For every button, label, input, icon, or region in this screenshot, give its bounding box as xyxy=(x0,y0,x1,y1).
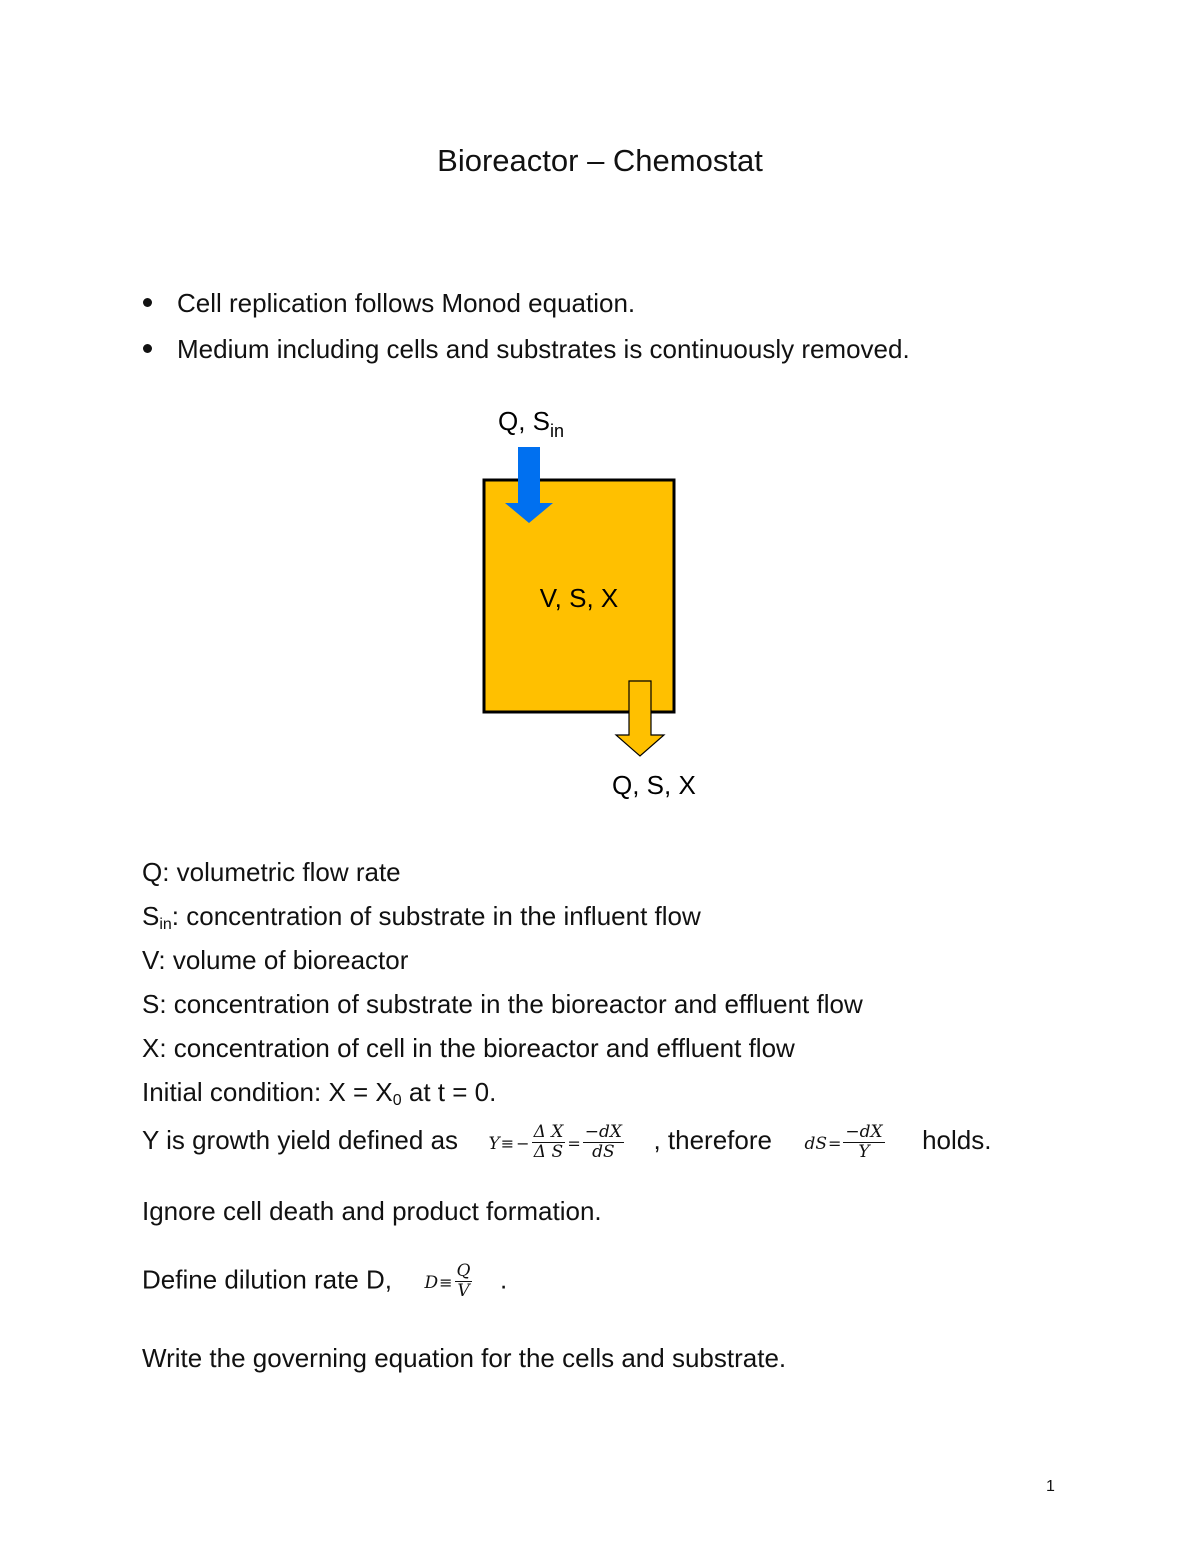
task-statement: Write the governing equation for the cells and substrate. xyxy=(142,1343,787,1373)
yield-equation: Y≡ − $\frac{\text{Δ X}}{\text{Δ S}}$ = $\frac{-dX}{dS}$ xyxy=(488,1121,622,1162)
initial-condition: Initial condition: $X = X_0$ at t = 0. xyxy=(142,1077,497,1109)
definition-sin: $S_{in}$: concentration of substrate in the influent flow xyxy=(142,901,701,933)
definition-s: S: concentration of substrate in the bioreactor and effluent flow xyxy=(142,989,863,1019)
dilution-definition: Define dilution rate D, D≡ $\frac{Q}{V}$ . xyxy=(142,1261,508,1301)
definition-v: V: volume of bioreactor xyxy=(142,945,409,975)
bullet-icon xyxy=(143,298,152,307)
yield-definition: Y is growth yield defined as Y≡ − $\frac{\text{Δ X}}{\text{Δ S}}$ = $\frac{-dX}{dS}$ , therefore dS= $\frac{-dX}{Y}$ holds. xyxy=(142,1121,992,1162)
definitions xyxy=(142,850,991,1166)
bullet-text: Cell replication follows Monod equation. xyxy=(177,288,636,318)
definition-q: Q: volumetric flow rate xyxy=(142,857,401,887)
chemostat-diagram xyxy=(470,395,730,815)
ignore-statement: Ignore cell death and product formation. xyxy=(142,1196,602,1226)
dilution-equation: D≡ $\frac{Q}{V}$ xyxy=(424,1261,471,1301)
page-title: Bioreactor – Chemostat xyxy=(437,143,763,178)
bullet-list xyxy=(140,280,910,372)
list-item xyxy=(140,280,910,326)
outlet-label: Q, S, X xyxy=(612,770,696,800)
page-number: 1 xyxy=(1046,1478,1055,1495)
bullet-icon xyxy=(143,344,152,353)
ds-equation: dS= $\frac{-dX}{Y}$ xyxy=(804,1121,883,1162)
inlet-label: Q, $S_{in}$ xyxy=(498,406,565,441)
list-item xyxy=(140,326,910,372)
bullet-text: Medium including cells and substrates is continuously removed. xyxy=(177,334,910,364)
definition-x: X: concentration of cell in the bioreactor and effluent flow xyxy=(142,1033,795,1063)
reactor-label: V, S, X xyxy=(539,583,619,613)
